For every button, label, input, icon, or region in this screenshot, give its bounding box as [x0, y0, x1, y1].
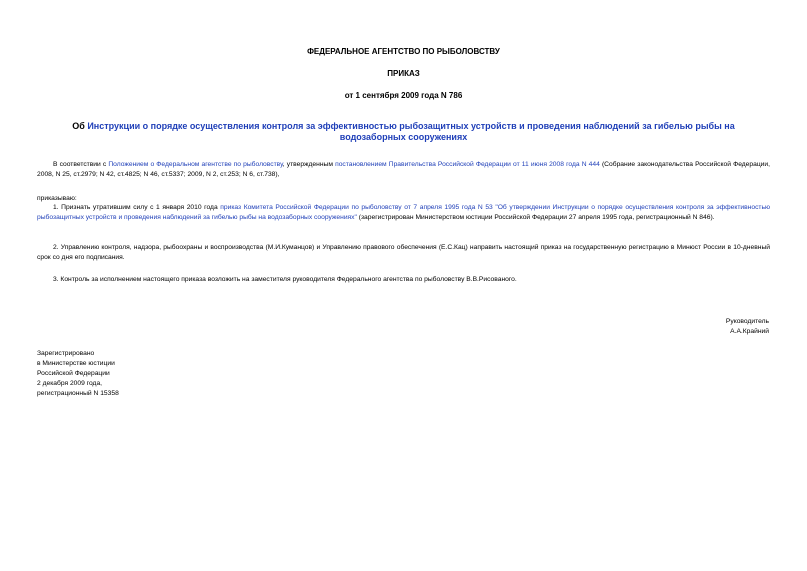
registration-line: Российской Федерации: [37, 370, 110, 377]
item-2-paragraph: [37, 243, 770, 263]
item-2-text: 2. Управлению контроля, надзора, рыбоохраны и воспроизводства (М.И.Куманцов) и Управлению правового обеспечения (Е.С.Кац) направить настоящий приказ на государственную регистрацию в Минюст России в 10-дневный срок со дня его подписания.: [37, 244, 770, 261]
item-3-paragraph: [37, 275, 770, 285]
document-date-number: от 1 сентября 2009 года N 786: [344, 91, 463, 100]
government-decree-link[interactable]: постановлением Правительства Российской Федерации от 11 июня 2008 года N 444: [335, 161, 600, 168]
signature-block: [726, 317, 769, 337]
decree-word: приказываю:: [37, 195, 77, 202]
item-1-text-1: 1. Признать утратившим силу с 1 января 2010 года: [53, 204, 221, 211]
signer-position: Руководитель: [725, 318, 769, 325]
registration-line: регистрационный N 15358: [37, 390, 119, 397]
preamble-text-2: , утвержденным: [282, 161, 336, 168]
item-3-text: 3. Контроль за исполнением настоящего приказа возложить на заместителя руководителя Федерального агентства по рыболовству В.В.Рисованого.: [53, 276, 517, 283]
registration-line: в Министерстве юстиции: [37, 360, 115, 367]
item-1-paragraph: [37, 203, 770, 223]
repealed-order-link[interactable]: приказ Комитета Российской Федерации по рыболовству от 7 апреля 1995 года N 53 "Об утверждении Инструкции о порядке осуществления контроля за эффективностью рыбозащитных устройств и проведения наблюдений за гибелью рыбы на водозаборных сооружениях": [37, 204, 770, 221]
signer-name: А.А.Крайний: [730, 328, 769, 335]
title-prefix: Об: [72, 121, 88, 131]
registration-line: Зарегистрировано: [37, 350, 95, 357]
preamble-paragraph: [37, 160, 770, 180]
document-title: [40, 121, 767, 143]
registration-line: 2 декабря 2009 года,: [37, 380, 103, 387]
regulation-link[interactable]: Положением о Федеральном агентстве по рыболовству: [108, 161, 283, 168]
document-type: ПРИКАЗ: [387, 69, 420, 78]
registration-block: [37, 349, 119, 399]
preamble-text-3: (Собрание законодательства Российской Федерации, 2008, N 25, ст.2979; N 42, ст.4825; N 46, ст.5337; 2009, N 2, ст.253; N 6, ст.738),: [37, 161, 770, 178]
preamble-text-1: В соответствии с: [53, 161, 109, 168]
title-link[interactable]: Инструкции о порядке осуществления контроля за эффективностью рыбозащитных устройств и проведения наблюдений за гибелью рыбы на водозаборных сооружениях: [87, 121, 735, 142]
item-1-text-2: (зарегистрирован Министерством юстиции Российской Федерации 27 апреля 1995 года, регистрационный N 846).: [356, 214, 715, 221]
agency-name: ФЕДЕРАЛЬНОЕ АГЕНТСТВО ПО РЫБОЛОВСТВУ: [307, 47, 500, 56]
